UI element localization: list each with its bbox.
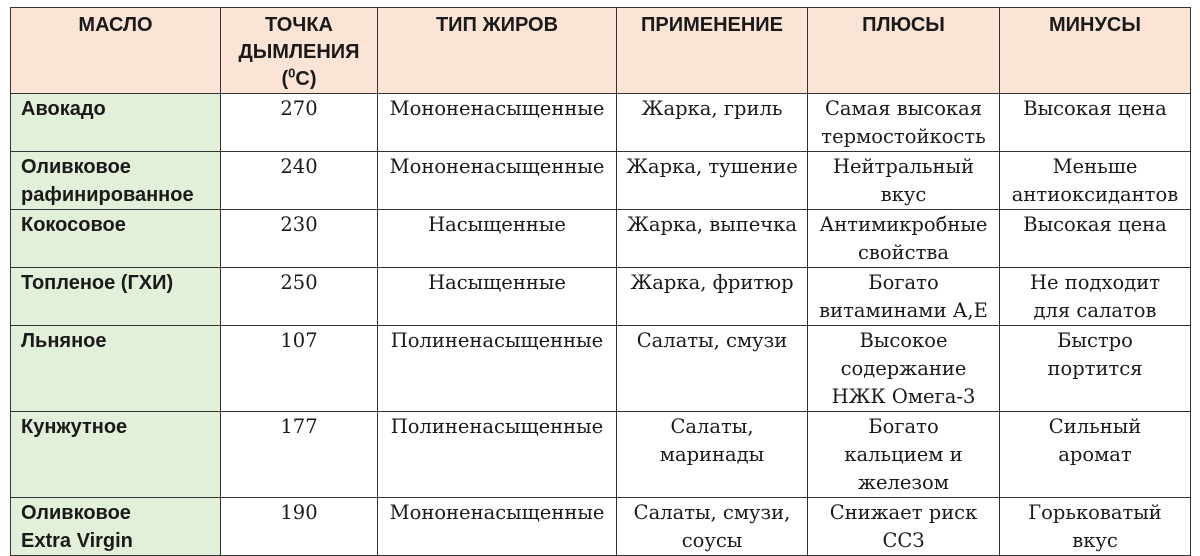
oil-name-cell xyxy=(11,210,221,268)
oil-name-cell xyxy=(11,326,221,412)
cons-cell xyxy=(1000,498,1191,556)
cons-line1: Высокая цена xyxy=(1023,213,1167,236)
cons-cell xyxy=(1000,210,1191,268)
pros-cell xyxy=(808,268,1000,326)
oil-name-line1: Оливковое xyxy=(21,156,131,178)
usage-line1: Жарка, фритюр xyxy=(630,271,794,294)
pros-line1: Богато xyxy=(868,271,939,294)
pros-cell xyxy=(808,326,1000,412)
header-smoke-point-line1: ТОЧКА xyxy=(265,14,333,36)
pros-line3: железом xyxy=(858,471,949,494)
header-fat-type: ТИП ЖИРОВ xyxy=(378,8,617,94)
pros-cell xyxy=(808,498,1000,556)
fat-type-cell: Насыщенные xyxy=(378,268,617,326)
oil-comparison-table xyxy=(10,7,1191,556)
smoke-point-cell: 177 xyxy=(221,412,378,498)
fat-type-cell: Мононенасыщенные xyxy=(378,94,617,152)
header-pros: ПЛЮСЫ xyxy=(808,8,1000,94)
pros-line1: Снижает риск xyxy=(829,501,978,524)
usage-cell xyxy=(617,268,808,326)
cons-cell xyxy=(1000,268,1191,326)
oil-name-line1: Льняное xyxy=(21,330,107,352)
cons-line2: для салатов xyxy=(1033,299,1157,322)
pros-cell xyxy=(808,412,1000,498)
header-oil: МАСЛО xyxy=(11,8,221,94)
oil-name-cell xyxy=(11,152,221,210)
pros-cell xyxy=(808,210,1000,268)
cons-line2: аромат xyxy=(1058,443,1132,466)
header-smoke-point-degree: 0 xyxy=(288,65,296,81)
oil-name-line2: рафинированное xyxy=(21,184,194,206)
pros-line2: свойства xyxy=(858,241,949,264)
cons-line1: Сильный xyxy=(1048,415,1142,438)
pros-line2: кальцием и xyxy=(844,443,963,466)
usage-cell xyxy=(617,94,808,152)
pros-line2: термостойкость xyxy=(821,125,986,148)
usage-cell xyxy=(617,210,808,268)
usage-cell xyxy=(617,412,808,498)
pros-line1: Высокое xyxy=(859,329,948,352)
oil-name-line1: Кунжутное xyxy=(21,416,128,438)
table-row xyxy=(11,152,1191,210)
pros-line2: витаминами А,Е xyxy=(819,299,988,322)
pros-cell xyxy=(808,94,1000,152)
oil-name-line1: Оливковое xyxy=(21,502,131,524)
header-cons: МИНУСЫ xyxy=(1000,8,1191,94)
pros-line3: НЖК Омега-3 xyxy=(831,385,976,408)
fat-type-cell: Мононенасыщенные xyxy=(378,498,617,556)
usage-line1: Салаты, смузи, xyxy=(633,501,791,524)
pros-line2: ССЗ xyxy=(882,529,925,552)
cons-cell xyxy=(1000,326,1191,412)
table-row xyxy=(11,268,1191,326)
oil-name-line1: Кокосовое xyxy=(21,214,126,236)
cons-cell xyxy=(1000,412,1191,498)
pros-line1: Самая высокая xyxy=(824,97,983,120)
pros-line2: вкус xyxy=(880,183,927,206)
pros-cell xyxy=(808,152,1000,210)
cons-line1: Не подходит xyxy=(1029,271,1161,294)
cons-cell xyxy=(1000,94,1191,152)
header-smoke-point-line2: ДЫМЛЕНИЯ xyxy=(238,41,360,63)
oil-name-cell xyxy=(11,94,221,152)
smoke-point-cell: 190 xyxy=(221,498,378,556)
pros-line1: Богато xyxy=(868,415,939,438)
smoke-point-cell: 107 xyxy=(221,326,378,412)
fat-type-cell: Мононенасыщенные xyxy=(378,152,617,210)
usage-cell xyxy=(617,326,808,412)
pros-line1: Нейтральный xyxy=(833,155,974,178)
oil-name-line1: Авокадо xyxy=(21,98,106,120)
table-row xyxy=(11,498,1191,556)
smoke-point-cell: 240 xyxy=(221,152,378,210)
header-smoke-point-open: ( xyxy=(281,68,289,90)
usage-line2: соусы xyxy=(681,529,743,552)
pros-line2: содержание xyxy=(840,357,967,380)
usage-line1: Жарка, гриль xyxy=(641,97,783,120)
fat-type-cell: Полиненасыщенные xyxy=(378,326,617,412)
fat-type-cell: Полиненасыщенные xyxy=(378,412,617,498)
usage-line1: Жарка, выпечка xyxy=(627,213,797,236)
cons-line2: портится xyxy=(1047,357,1143,380)
header-smoke-point-unit: С) xyxy=(295,68,317,90)
cons-line2: вкус xyxy=(1072,529,1118,552)
table-row xyxy=(11,94,1191,152)
usage-line1: Салаты, xyxy=(670,415,754,438)
usage-line1: Жарка, тушение xyxy=(626,155,798,178)
table-row xyxy=(11,326,1191,412)
oil-name-cell xyxy=(11,412,221,498)
pros-line1: Антимикробные xyxy=(819,213,988,236)
smoke-point-cell: 250 xyxy=(221,268,378,326)
usage-cell xyxy=(617,152,808,210)
oil-name-line2: Extra Virgin xyxy=(21,530,133,552)
oil-name-cell xyxy=(11,498,221,556)
oil-name-line1: Топленое (ГХИ) xyxy=(21,272,174,294)
cons-cell xyxy=(1000,152,1191,210)
cons-line2: антиоксидантов xyxy=(1011,183,1179,206)
cons-line1: Горьковатый xyxy=(1028,501,1162,524)
oil-name-cell xyxy=(11,268,221,326)
smoke-point-cell: 270 xyxy=(221,94,378,152)
table-row xyxy=(11,412,1191,498)
header-smoke-point xyxy=(221,8,378,94)
header-usage: ПРИМЕНЕНИЕ xyxy=(617,8,808,94)
table-row xyxy=(11,210,1191,268)
usage-line2: маринады xyxy=(659,443,765,466)
usage-cell xyxy=(617,498,808,556)
fat-type-cell: Насыщенные xyxy=(378,210,617,268)
cons-line1: Меньше xyxy=(1052,155,1138,178)
header-row xyxy=(11,8,1191,94)
smoke-point-cell: 230 xyxy=(221,210,378,268)
usage-line1: Салаты, смузи xyxy=(636,329,788,352)
cons-line1: Высокая цена xyxy=(1023,97,1167,120)
cons-line1: Быстро xyxy=(1057,329,1133,352)
